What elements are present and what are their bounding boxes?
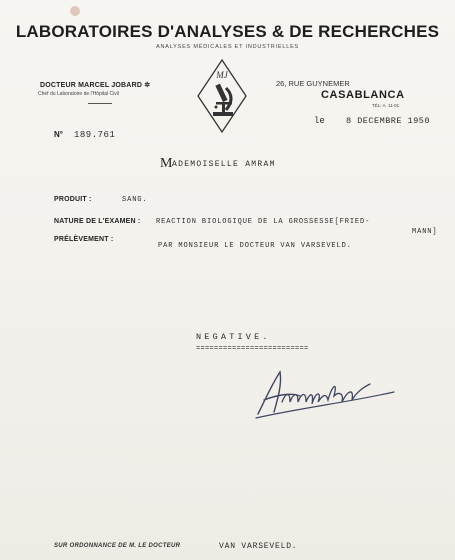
address-city: CASABLANCA	[321, 89, 405, 101]
logo-initials: MJ	[216, 70, 228, 80]
doctor-divider	[88, 103, 112, 104]
examen-value-continued: MANN]	[412, 228, 438, 236]
prelevement-label: PRÉLÈVEMENT :	[54, 236, 114, 243]
addressee-salutation: M	[160, 156, 173, 171]
address-street: 26, RUE GUYNEMER	[276, 79, 350, 88]
ink-stain	[70, 6, 80, 16]
record-number: 189.761	[74, 130, 116, 140]
doctor-name: DOCTEUR MARCEL JOBARD ✲	[40, 82, 151, 89]
produit-value: SANG.	[122, 196, 148, 204]
record-number-label: N°	[54, 130, 63, 139]
prelevement-value: PAR MONSIEUR LE DOCTEUR VAN VARSEVELD.	[158, 242, 352, 250]
examen-label: NATURE DE L'EXAMEN :	[54, 218, 141, 225]
addressee-name: ADEMOISELLE AMRAM	[172, 160, 276, 169]
prescribing-doctor: VAN VARSEVELD.	[219, 542, 298, 551]
examen-value: REACTION BIOLOGIQUE DE LA GROSSESSE[FRIED-	[156, 218, 371, 226]
letterhead-subtitle: ANALYSES MÉDICALES ET INDUSTRIELLES	[155, 44, 300, 50]
prescription-label: SUR ORDONNANCE DE M. LE DOCTEUR	[54, 543, 181, 549]
letterhead-title: LABORATOIRES D'ANALYSES & DE RECHERCHES	[15, 22, 440, 41]
produit-label: PRODUIT :	[54, 196, 92, 203]
report-date: 8 DECEMBRE 1950	[346, 116, 431, 126]
doctor-title: Chef du Laboratoire de l'Hôpital Civil	[38, 91, 119, 97]
microscope-logo-icon	[196, 58, 248, 134]
test-result: NEGATIVE.	[196, 332, 271, 342]
date-prefix: le	[314, 116, 325, 126]
address-telephone: TÉL: A. 11-01	[372, 103, 400, 108]
handwritten-signature	[250, 362, 400, 424]
result-underline: =========================	[196, 345, 309, 353]
